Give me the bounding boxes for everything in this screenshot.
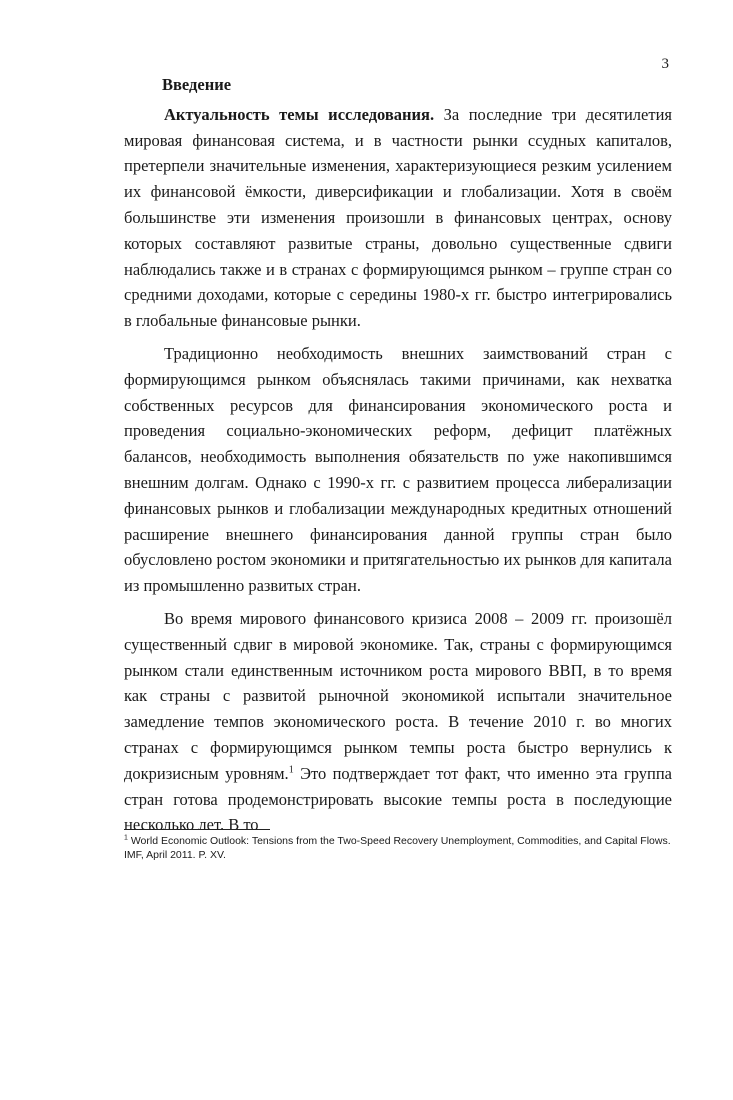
paragraph-text: Традиционно необходимость внешних заимствований стран с формирующимся рынком объяснялась такими причинами, как нехватка собственных ресурсов для финансирования экономического роста и проведения социально-экономических реформ, дефицит платёжных балансов, необходимость выполнения обязательств по уже накопившимся внешним долгам. Однако с 1990-х гг. с развитием процесса либерализации финансовых рынков и глобализации международных кредитных отношений расширение внешнего финансирования данной группы стран было обусловлено ростом экономики и притягательностью их рынков для капитала из промышленно развитых стран. bbox=[124, 343, 672, 596]
page-number: 3 bbox=[661, 56, 669, 72]
footnote-divider bbox=[124, 829, 270, 830]
footnote-marker: 1 bbox=[124, 834, 128, 842]
section-heading: Введение bbox=[162, 75, 232, 94]
paragraph-text: За последние три десятилетия мировая финансовая система, и в частности рынки ссудных капиталов, претерпели значительные изменения, характеризующиеся резким усилением их финансовой ёмкости, диверсификации и глобализации. Хотя в своём большинстве эти изменения произошли в финансовых центрах, основу которых составляют развитые страны, довольно существенные сдвиги наблюдались также и в странах с формирующимся рынком – группе стран со средними доходами, которые с середины 1980-х гг. быстро интегрировались в глобальные финансовые рынки. bbox=[124, 104, 672, 331]
paragraph-crisis bbox=[124, 606, 672, 838]
paragraph-lead: Актуальность темы исследования. bbox=[164, 104, 435, 124]
paragraph-relevance bbox=[124, 102, 672, 334]
paragraph-text-continued: Это подтверждает тот факт, что именно эта группа стран готова продемонстрировать высокие темпы роста в последующие несколько лет. В то bbox=[124, 763, 673, 835]
main-text bbox=[124, 72, 672, 845]
footnote-text: World Economic Outlook: Tensions from the Two-Speed Recovery Unemployment, Commodities, and Capital Flows. IMF, April 2011. P. XV. bbox=[124, 835, 671, 861]
paragraph-external-borrowing bbox=[124, 341, 672, 599]
footnote-reference: 1 bbox=[288, 764, 294, 776]
paragraph-text: Во время мирового финансового кризиса 2008 – 2009 гг. произошёл существенный сдвиг в мировой экономике. Так, страны с формирующимся рынком стали единственным источником роста мирового ВВП, в то время как страны с развитой рыночной экономикой испытали значительное замедление темпов экономического роста. В течение 2010 г. во многих странах с формирующимся рынком темпы роста быстро вернулись к докризисным уровням. bbox=[124, 608, 672, 783]
footnote bbox=[124, 834, 679, 862]
